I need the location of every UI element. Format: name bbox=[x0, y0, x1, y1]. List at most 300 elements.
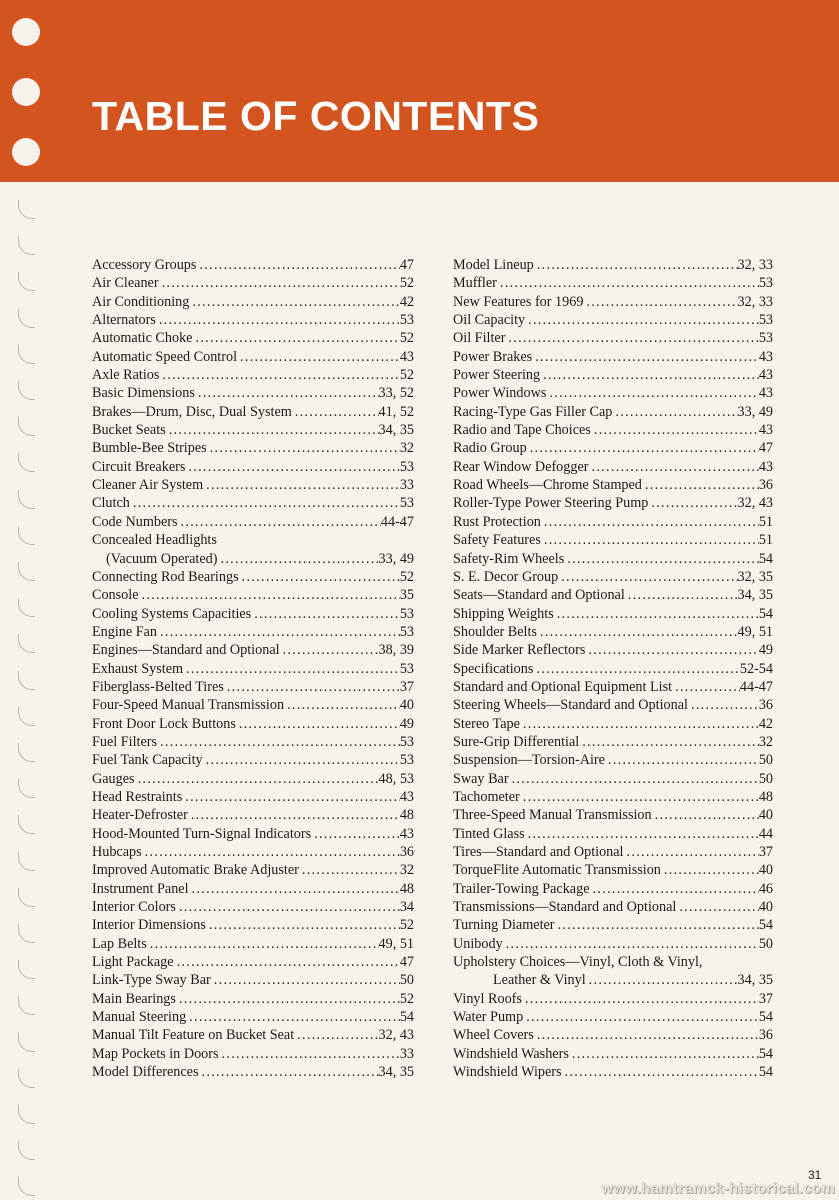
dot-leader bbox=[294, 1026, 378, 1044]
toc-entry bbox=[453, 861, 773, 879]
dot-leader bbox=[284, 696, 400, 714]
binder-ring-mark bbox=[18, 779, 35, 798]
toc-entry-page: 52 bbox=[399, 917, 414, 934]
toc-entry-name: Racing-Type Gas Filler Cap bbox=[453, 403, 613, 420]
binder-ring-mark bbox=[18, 490, 35, 509]
toc-entry bbox=[453, 329, 773, 347]
binder-ring-mark bbox=[18, 634, 35, 653]
binder-ring-mark bbox=[18, 598, 35, 617]
binder-ring-mark bbox=[18, 960, 35, 979]
binder-hole bbox=[12, 18, 40, 46]
toc-entry-name: Basic Dimensions bbox=[92, 385, 195, 402]
dot-leader bbox=[520, 715, 759, 733]
toc-entry-page: 53 bbox=[399, 623, 414, 640]
toc-entry bbox=[92, 274, 414, 292]
binder-ring-mark bbox=[18, 309, 35, 328]
toc-entry-name: Safety-Rim Wheels bbox=[453, 550, 565, 567]
toc-entry bbox=[453, 916, 773, 934]
toc-entry-page: 41, 52 bbox=[378, 403, 414, 420]
toc-entry-name: Sway Bar bbox=[453, 770, 509, 787]
toc-entry bbox=[92, 586, 414, 604]
dot-leader bbox=[186, 1008, 400, 1026]
toc-entry bbox=[92, 494, 414, 512]
dot-leader bbox=[166, 421, 379, 439]
toc-entry-page: 54 bbox=[758, 917, 773, 934]
toc-entry-page: 42 bbox=[758, 715, 773, 732]
toc-entry bbox=[92, 623, 414, 641]
toc-entry bbox=[453, 751, 773, 769]
toc-entry-page: 48 bbox=[399, 880, 414, 897]
toc-entry-page: 36 bbox=[758, 697, 773, 714]
toc-entry-name: Circuit Breakers bbox=[92, 458, 186, 475]
toc-entry-name: Hubcaps bbox=[92, 844, 142, 860]
dot-leader bbox=[564, 550, 759, 568]
dot-leader bbox=[612, 403, 737, 421]
toc-entry bbox=[92, 1008, 414, 1026]
toc-entry-name: Suspension—Torsion-Aire bbox=[453, 752, 605, 769]
toc-entry bbox=[453, 843, 773, 861]
toc-entry-page: 33, 49 bbox=[378, 550, 414, 567]
toc-entry bbox=[453, 678, 773, 696]
dot-leader bbox=[157, 623, 400, 641]
toc-entry bbox=[453, 311, 773, 329]
toc-entry-name: Gauges bbox=[92, 770, 135, 787]
dot-leader bbox=[299, 861, 400, 879]
dot-leader bbox=[523, 1008, 759, 1026]
toc-entry-name: Bucket Seats bbox=[92, 422, 166, 439]
toc-entry-page: 52-54 bbox=[739, 660, 773, 677]
toc-entry-page: 49, 51 bbox=[737, 623, 773, 640]
toc-entry-name: TorqueFlite Automatic Transmission bbox=[453, 862, 661, 879]
binder-ring-mark bbox=[18, 888, 35, 907]
dot-leader bbox=[569, 1045, 759, 1063]
toc-entry-page: 48, 53 bbox=[378, 770, 414, 787]
binder-ring-mark bbox=[18, 200, 35, 219]
toc-entry-page: 40 bbox=[758, 807, 773, 824]
dot-leader bbox=[189, 293, 399, 311]
toc-entry-page: 33 bbox=[399, 1045, 414, 1062]
toc-entry-page: 34, 35 bbox=[378, 1064, 414, 1081]
dot-leader bbox=[546, 384, 758, 402]
toc-entry-name: Upholstery Choices—Vinyl, Cloth & Vinyl, bbox=[453, 954, 703, 971]
toc-entry-name: Tinted Glass bbox=[453, 825, 525, 842]
dot-leader bbox=[579, 733, 759, 751]
toc-entry-page: 51 bbox=[758, 513, 773, 530]
toc-entry-page: 46 bbox=[758, 880, 773, 897]
dot-leader bbox=[185, 458, 399, 476]
toc-entry bbox=[92, 293, 414, 311]
toc-entry-page: 49 bbox=[399, 715, 414, 732]
toc-entry bbox=[92, 1045, 414, 1063]
toc-entry bbox=[453, 513, 773, 531]
toc-entry bbox=[453, 256, 773, 274]
toc-entry bbox=[453, 715, 773, 733]
dot-leader bbox=[527, 439, 759, 457]
dot-leader bbox=[554, 605, 759, 623]
toc-entry bbox=[453, 384, 773, 402]
toc-entry-name: Main Bearings bbox=[92, 990, 176, 1007]
dot-leader bbox=[676, 898, 758, 916]
toc-entry-page: 50 bbox=[758, 935, 773, 952]
toc-entry-continuation bbox=[453, 971, 773, 989]
toc-entry-name: Manual Tilt Feature on Bucket Seat bbox=[92, 1027, 295, 1044]
dot-leader bbox=[203, 751, 400, 769]
dot-leader bbox=[156, 311, 400, 329]
binder-ring-mark bbox=[18, 671, 35, 690]
dot-leader bbox=[541, 531, 759, 549]
toc-entry-name: S. E. Decor Group bbox=[453, 568, 559, 585]
dot-leader bbox=[196, 256, 399, 274]
toc-entry-name: Engines—Standard and Optional bbox=[92, 642, 280, 659]
toc-entry-name: Heater-Defroster bbox=[92, 807, 188, 824]
toc-entry bbox=[453, 586, 773, 604]
toc-entry-name: Power Brakes bbox=[453, 348, 533, 365]
toc-entry-page: 53 bbox=[399, 660, 414, 677]
toc-column-right bbox=[453, 256, 773, 1081]
dot-leader bbox=[688, 696, 759, 714]
toc-entry-name: Air Conditioning bbox=[92, 293, 190, 310]
toc-entry-continuation bbox=[92, 550, 414, 568]
toc-entry-name: Oil Capacity bbox=[453, 312, 526, 329]
dot-leader bbox=[585, 641, 758, 659]
toc-entry-name: Light Package bbox=[92, 954, 174, 971]
toc-entry bbox=[453, 1026, 773, 1044]
toc-entry-name: Radio Group bbox=[453, 440, 527, 457]
toc-entry-page: 33, 52 bbox=[378, 385, 414, 402]
toc-entry-name: Specifications bbox=[453, 660, 534, 677]
toc-entry-page: 43 bbox=[399, 788, 414, 805]
dot-leader bbox=[203, 476, 400, 494]
toc-entry bbox=[453, 660, 773, 678]
toc-entry bbox=[92, 384, 414, 402]
toc-entry-page: 49, 51 bbox=[378, 935, 414, 952]
toc-entry-page: 53 bbox=[399, 312, 414, 329]
watermark: www.hamtramck-historical.com bbox=[601, 1180, 835, 1197]
toc-entry-page: 36 bbox=[758, 477, 773, 494]
dot-leader bbox=[532, 348, 759, 366]
dot-leader bbox=[139, 586, 400, 604]
toc-entry-page: 36 bbox=[399, 844, 414, 860]
dot-leader bbox=[236, 715, 400, 733]
dot-leader bbox=[537, 623, 738, 641]
dot-leader bbox=[648, 494, 737, 512]
toc-entry-name: Seats—Standard and Optional bbox=[453, 587, 625, 604]
toc-entry bbox=[92, 403, 414, 421]
toc-entry-page: 47 bbox=[399, 954, 414, 971]
toc-entry bbox=[453, 880, 773, 898]
dot-leader bbox=[217, 550, 378, 568]
dot-leader bbox=[588, 458, 758, 476]
toc-entry-name: Code Numbers bbox=[92, 513, 178, 530]
toc-entry-page: 53 bbox=[758, 330, 773, 347]
toc-entry bbox=[453, 458, 773, 476]
toc-entry-page: 32 bbox=[399, 440, 414, 457]
toc-entry-page: 43 bbox=[758, 458, 773, 475]
toc-entry-name: New Features for 1969 bbox=[453, 293, 584, 310]
toc-entry-page: 49 bbox=[758, 642, 773, 659]
toc-entry-page: 38, 39 bbox=[378, 642, 414, 659]
toc-entry bbox=[92, 1026, 414, 1044]
toc-entry-name: Fuel Tank Capacity bbox=[92, 752, 203, 769]
toc-entry-name: (Vacuum Operated) bbox=[106, 550, 218, 567]
dot-leader bbox=[176, 990, 400, 1008]
binder-ring-mark bbox=[18, 1105, 35, 1124]
toc-entry bbox=[92, 531, 414, 549]
dot-leader bbox=[211, 971, 400, 989]
toc-entry-page: 50 bbox=[399, 972, 414, 989]
toc-entry-page: 32, 35 bbox=[737, 568, 773, 585]
toc-entry-name: Transmissions—Standard and Optional bbox=[453, 899, 677, 916]
toc-entry-name: Axle Ratios bbox=[92, 367, 160, 384]
toc-entry bbox=[92, 715, 414, 733]
toc-entry bbox=[453, 439, 773, 457]
toc-entry-page: 40 bbox=[758, 862, 773, 879]
toc-entry-name: Automatic Choke bbox=[92, 330, 193, 347]
toc-entry-name: Console bbox=[92, 587, 139, 604]
toc-entry-name: Four-Speed Manual Transmission bbox=[92, 697, 285, 714]
binder-ring-mark bbox=[18, 924, 35, 943]
toc-entry-page: 44-47 bbox=[380, 513, 414, 530]
toc-entry-name: Windshield Wipers bbox=[453, 1064, 562, 1081]
toc-entry-page: 47 bbox=[399, 257, 414, 273]
toc-entry bbox=[92, 953, 414, 971]
toc-entry-page: 34, 35 bbox=[378, 422, 414, 439]
dot-leader bbox=[624, 843, 759, 861]
toc-entry-page: 34, 35 bbox=[737, 972, 773, 989]
toc-entry-name: Safety Features bbox=[453, 532, 541, 549]
toc-entry bbox=[92, 770, 414, 788]
toc-entry-page: 32 bbox=[399, 862, 414, 879]
toc-entry-page: 52 bbox=[399, 275, 414, 292]
dot-leader bbox=[182, 788, 400, 806]
toc-entry-page: 48 bbox=[758, 788, 773, 805]
dot-leader bbox=[239, 568, 400, 586]
toc-entry bbox=[453, 641, 773, 659]
toc-entry-name: Accessory Groups bbox=[92, 257, 197, 273]
toc-entry-page: 53 bbox=[399, 605, 414, 622]
toc-entry-name: Roller-Type Power Steering Pump bbox=[453, 495, 649, 512]
toc-entry-page: 40 bbox=[758, 899, 773, 916]
toc-entry-name: Wheel Covers bbox=[453, 1027, 534, 1044]
toc-entry bbox=[92, 568, 414, 586]
toc-entry-name: Unibody bbox=[453, 935, 503, 952]
dot-leader bbox=[509, 770, 759, 788]
toc-entry-page: 40 bbox=[399, 697, 414, 714]
dot-leader bbox=[625, 586, 738, 604]
toc-entry-page: 48 bbox=[399, 807, 414, 824]
toc-entry-name: Manual Steering bbox=[92, 1009, 187, 1026]
toc-entry bbox=[92, 788, 414, 806]
toc-entry bbox=[92, 421, 414, 439]
dot-leader bbox=[520, 788, 759, 806]
toc-entry-name: Bumble-Bee Stripes bbox=[92, 440, 207, 457]
toc-entry bbox=[453, 623, 773, 641]
toc-entry bbox=[92, 733, 414, 751]
toc-entry bbox=[92, 513, 414, 531]
toc-entry-page: 51 bbox=[758, 532, 773, 549]
toc-entry bbox=[453, 348, 773, 366]
dot-leader bbox=[142, 843, 400, 861]
toc-entry-name: Power Windows bbox=[453, 385, 547, 402]
binder-ring-mark bbox=[18, 526, 35, 545]
toc-entry-page: 34, 35 bbox=[737, 587, 773, 604]
toc-entry-page: 54 bbox=[758, 1064, 773, 1081]
toc-entry-name: Leather & Vinyl bbox=[493, 972, 586, 989]
binder-ring-mark bbox=[18, 417, 35, 436]
binder-ring-mark bbox=[18, 707, 35, 726]
toc-entry-name: Interior Colors bbox=[92, 899, 176, 916]
binder-ring-mark bbox=[18, 1177, 35, 1196]
dot-leader bbox=[159, 366, 399, 384]
dot-leader bbox=[534, 256, 738, 274]
toc-entry-page: 47 bbox=[758, 440, 773, 457]
toc-entry-name: Brakes—Drum, Disc, Dual System bbox=[92, 403, 292, 420]
toc-entry-page: 43 bbox=[758, 422, 773, 439]
dot-leader bbox=[130, 494, 400, 512]
toc-entry-name: Engine Fan bbox=[92, 623, 158, 640]
dot-leader bbox=[174, 953, 400, 971]
toc-entry-page: 44 bbox=[758, 825, 773, 842]
toc-entry bbox=[92, 366, 414, 384]
toc-entry-page: 33, 49 bbox=[737, 403, 773, 420]
toc-entry-name: Power Steering bbox=[453, 367, 541, 384]
toc-entry-page: 35 bbox=[399, 587, 414, 604]
toc-entry bbox=[453, 1008, 773, 1026]
toc-entry-page: 53 bbox=[758, 312, 773, 329]
toc-entry-name: Map Pockets in Doors bbox=[92, 1045, 219, 1062]
toc-entry-name: Interior Dimensions bbox=[92, 917, 206, 934]
dot-leader bbox=[555, 916, 759, 934]
toc-entry bbox=[453, 568, 773, 586]
toc-entry-name: Muffler bbox=[453, 275, 497, 292]
toc-entry bbox=[92, 880, 414, 898]
toc-entry-page: 54 bbox=[758, 605, 773, 622]
toc-entry-name: Tachometer bbox=[453, 788, 520, 805]
dot-leader bbox=[176, 898, 400, 916]
toc-entry-name: Improved Automatic Brake Adjuster bbox=[92, 862, 299, 879]
dot-leader bbox=[280, 641, 379, 659]
dot-leader bbox=[525, 825, 759, 843]
toc-entry bbox=[453, 476, 773, 494]
toc-entry bbox=[92, 935, 414, 953]
toc-entry-page: 53 bbox=[758, 275, 773, 292]
toc-entry-page: 32, 33 bbox=[737, 257, 773, 273]
dot-leader bbox=[292, 403, 379, 421]
dot-leader bbox=[590, 880, 759, 898]
toc-entry-name: Instrument Panel bbox=[92, 880, 189, 897]
dot-leader bbox=[183, 660, 400, 678]
toc-entry-name: Rust Protection bbox=[453, 513, 541, 530]
toc-entry bbox=[453, 421, 773, 439]
toc-entry-name: Water Pump bbox=[453, 1009, 524, 1026]
toc-entry-name: Air Cleaner bbox=[92, 275, 159, 292]
dot-leader bbox=[237, 348, 400, 366]
dot-leader bbox=[157, 733, 400, 751]
toc-entry-name: Hood-Mounted Turn-Signal Indicators bbox=[92, 825, 312, 842]
binder-hole bbox=[12, 78, 40, 106]
toc-entry-name: Model Differences bbox=[92, 1064, 199, 1081]
binder-ring-mark bbox=[18, 743, 35, 762]
dot-leader bbox=[224, 678, 400, 696]
dot-leader bbox=[178, 513, 381, 531]
toc-entry-name: Road Wheels—Chrome Stamped bbox=[453, 477, 642, 494]
toc-entry-name: Model Lineup bbox=[453, 257, 534, 273]
toc-entry bbox=[453, 293, 773, 311]
binder-ring-mark bbox=[18, 345, 35, 364]
binder-ring-mark bbox=[18, 1141, 35, 1160]
toc-entry-page: 53 bbox=[399, 458, 414, 475]
toc-entry-name: Shipping Weights bbox=[453, 605, 554, 622]
toc-entry bbox=[92, 605, 414, 623]
toc-entry bbox=[92, 476, 414, 494]
dot-leader bbox=[661, 861, 759, 879]
toc-entry-page: 43 bbox=[399, 825, 414, 842]
toc-entry-page: 36 bbox=[758, 1027, 773, 1044]
dot-leader bbox=[159, 274, 400, 292]
toc-entry-page: 34 bbox=[399, 899, 414, 916]
toc-entry-name: Stereo Tape bbox=[453, 715, 520, 732]
binder-ring-mark bbox=[18, 996, 35, 1015]
toc-entry bbox=[453, 696, 773, 714]
toc-entry bbox=[453, 898, 773, 916]
toc-entry bbox=[92, 329, 414, 347]
page-number: 31 bbox=[808, 1168, 822, 1182]
binder-ring-mark bbox=[18, 1069, 35, 1088]
toc-entry-name: Alternators bbox=[92, 312, 156, 329]
toc-entry-name: Clutch bbox=[92, 495, 130, 512]
toc-entry-name: Front Door Lock Buttons bbox=[92, 715, 236, 732]
toc-entry bbox=[92, 898, 414, 916]
toc-entry-page: 53 bbox=[399, 752, 414, 769]
toc-entry bbox=[92, 990, 414, 1008]
dot-leader bbox=[192, 329, 399, 347]
dot-leader bbox=[605, 751, 759, 769]
toc-entry bbox=[453, 953, 773, 971]
toc-entry-name: Fuel Filters bbox=[92, 733, 158, 750]
dot-leader bbox=[199, 1063, 379, 1081]
toc-entry-page: 32, 43 bbox=[378, 1027, 414, 1044]
toc-entry-page: 52 bbox=[399, 330, 414, 347]
toc-entry bbox=[92, 641, 414, 659]
toc-entry-name: Lap Belts bbox=[92, 935, 147, 952]
dot-leader bbox=[195, 384, 379, 402]
toc-entry-page: 53 bbox=[399, 495, 414, 512]
binder-ring-mark bbox=[18, 1033, 35, 1052]
page-title: TABLE OF CONTENTS bbox=[92, 93, 540, 139]
binder-ring-mark bbox=[18, 562, 35, 581]
toc-entry-page: 37 bbox=[758, 990, 773, 1007]
dot-leader bbox=[311, 825, 400, 843]
dot-leader bbox=[522, 990, 759, 1008]
dot-leader bbox=[652, 806, 759, 824]
dot-leader bbox=[503, 935, 759, 953]
toc-entry bbox=[92, 678, 414, 696]
toc-entry-page: 52 bbox=[399, 367, 414, 384]
toc-entry-name: Sure-Grip Differential bbox=[453, 733, 580, 750]
toc-entry bbox=[92, 861, 414, 879]
toc-entry bbox=[453, 1045, 773, 1063]
toc-entry-page: 43 bbox=[758, 367, 773, 384]
toc-entry bbox=[92, 439, 414, 457]
toc-entry-page: 43 bbox=[758, 385, 773, 402]
binder-ring-mark bbox=[18, 815, 35, 834]
dot-leader bbox=[562, 1063, 759, 1081]
toc-entry bbox=[92, 696, 414, 714]
dot-leader bbox=[207, 439, 400, 457]
toc-entry-page: 54 bbox=[758, 1009, 773, 1026]
toc-entry-name: Concealed Headlights bbox=[92, 532, 217, 549]
toc-entry bbox=[453, 274, 773, 292]
